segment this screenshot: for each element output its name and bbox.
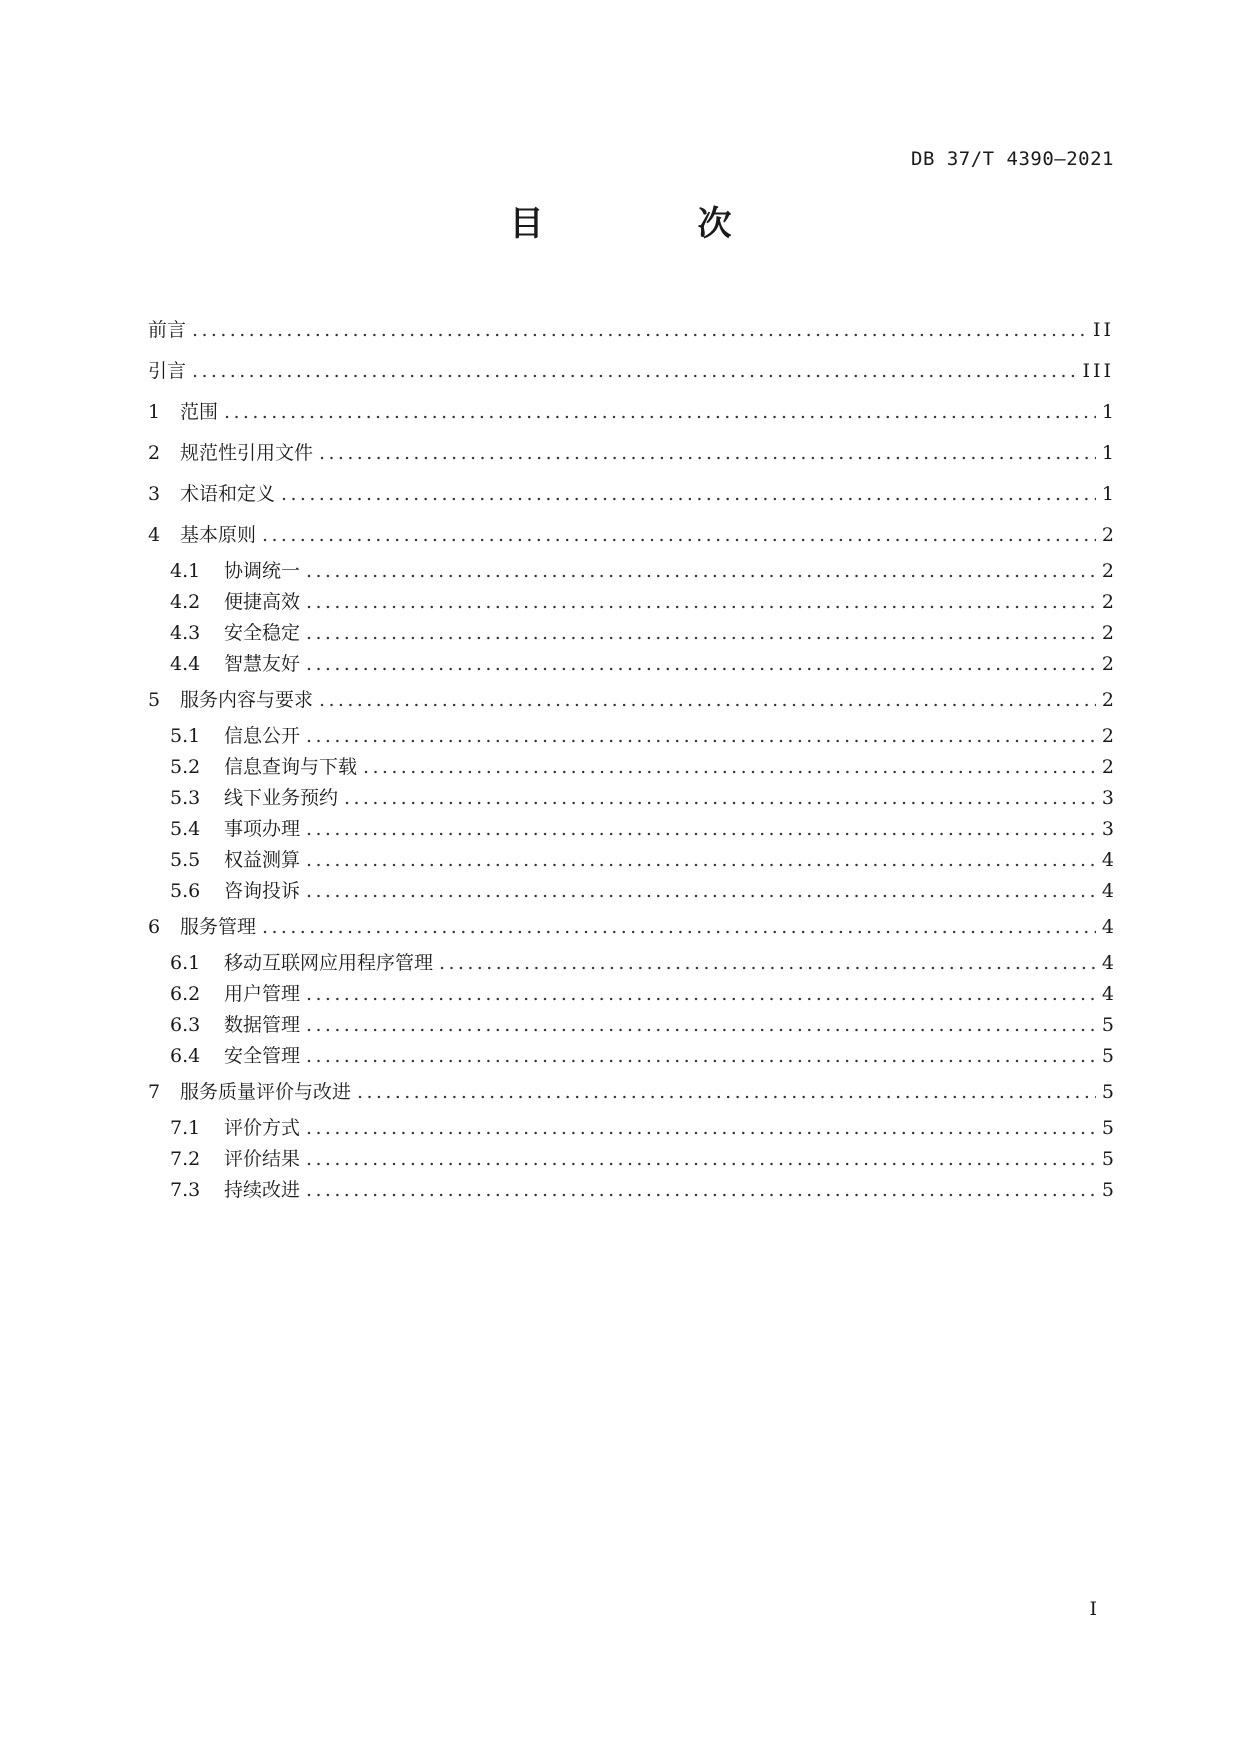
toc-dot-leader	[306, 1175, 1096, 1206]
toc-entry-number: 5.5	[170, 849, 201, 871]
toc-entry-label: 便捷高效	[224, 591, 301, 613]
toc-entry[interactable]	[148, 1144, 1114, 1175]
toc-entry-page: 4	[1101, 849, 1114, 871]
page-title: 目 次	[509, 204, 792, 244]
toc-entry[interactable]	[148, 1175, 1114, 1206]
toc-entry[interactable]	[148, 515, 1114, 556]
toc-entry[interactable]	[148, 752, 1114, 783]
toc-entry-number: 4.1	[170, 560, 201, 582]
toc-entry-number: 4.3	[170, 622, 201, 644]
toc-entry-label: 服务质量评价与改进	[180, 1081, 352, 1103]
toc-entry[interactable]	[148, 1010, 1114, 1041]
toc-entry-number: 3	[148, 483, 161, 505]
toc-entry[interactable]	[148, 680, 1114, 721]
toc-entry-number: 2	[148, 442, 161, 464]
toc-entry-page: 2	[1101, 653, 1114, 675]
toc-entry[interactable]	[148, 351, 1114, 392]
toc-entry-number: 4.2	[170, 591, 201, 613]
toc-entry-label: 服务内容与要求	[180, 689, 314, 711]
toc-entry-page: II	[1092, 319, 1114, 341]
toc-entry-page: 1	[1101, 401, 1114, 423]
toc-entry[interactable]	[148, 948, 1114, 979]
toc-entry-number: 4.4	[170, 653, 201, 675]
toc-entry-label: 线下业务预约	[224, 787, 339, 809]
toc-dot-leader	[306, 1010, 1096, 1041]
toc-entry-page: 2	[1101, 725, 1114, 747]
toc-entry-page: 4	[1101, 983, 1114, 1005]
toc-entry[interactable]	[148, 618, 1114, 649]
toc-entry[interactable]	[148, 907, 1114, 948]
toc-dot-leader	[344, 783, 1096, 814]
toc-dot-leader	[224, 392, 1096, 433]
toc-entry-page: 5	[1101, 1117, 1114, 1139]
toc-entry-page: 5	[1101, 1045, 1114, 1067]
footer-page-number: I	[1089, 1598, 1097, 1620]
toc-entry[interactable]	[148, 433, 1114, 474]
toc-entry-page: 1	[1101, 483, 1114, 505]
toc-entry-label: 引言	[148, 360, 187, 382]
toc-entry-label: 数据管理	[224, 1014, 301, 1036]
toc-entry-number: 1	[148, 401, 161, 423]
toc-entry-number: 6.2	[170, 983, 201, 1005]
toc-entry-number: 6	[148, 916, 161, 938]
toc-entry[interactable]	[148, 814, 1114, 845]
toc-entry-label: 智慧友好	[224, 653, 301, 675]
toc-dot-leader	[306, 556, 1096, 587]
toc-entry-number: 7.1	[170, 1117, 201, 1139]
toc-entry[interactable]	[148, 310, 1114, 351]
toc-dot-leader	[306, 1113, 1096, 1144]
toc-entry-number: 5.3	[170, 787, 201, 809]
toc-entry-label: 范围	[180, 401, 219, 423]
toc-entry-label: 服务管理	[180, 916, 257, 938]
toc-entry-label: 权益测算	[224, 849, 301, 871]
toc-entry[interactable]	[148, 392, 1114, 433]
toc-entry[interactable]	[148, 845, 1114, 876]
toc-entry-label: 基本原则	[180, 524, 257, 546]
toc-entry[interactable]	[148, 1041, 1114, 1072]
toc-dot-leader	[363, 752, 1096, 783]
toc-dot-leader	[306, 979, 1096, 1010]
toc-entry-label: 持续改进	[224, 1179, 301, 1201]
toc-entry[interactable]	[148, 1072, 1114, 1113]
toc-dot-leader	[306, 814, 1096, 845]
toc-dot-leader	[306, 876, 1096, 907]
toc-entry-number: 6.4	[170, 1045, 201, 1067]
toc-entry-number: 6.3	[170, 1014, 201, 1036]
toc-entry[interactable]	[148, 587, 1114, 618]
toc-entry-page: 4	[1101, 916, 1114, 938]
toc-entry[interactable]	[148, 649, 1114, 680]
toc-dot-leader	[262, 907, 1096, 948]
toc-dot-leader	[192, 351, 1076, 392]
toc-entry-page: 3	[1101, 818, 1114, 840]
toc-entry-number: 7.2	[170, 1148, 201, 1170]
toc-entry-page: 2	[1101, 524, 1114, 546]
toc-dot-leader	[262, 515, 1096, 556]
toc-dot-leader	[306, 649, 1096, 680]
toc-entry-label: 咨询投诉	[224, 880, 301, 902]
toc-dot-leader	[319, 680, 1096, 721]
toc-dot-leader	[306, 1144, 1096, 1175]
toc-entry[interactable]	[148, 1113, 1114, 1144]
toc-entry-label: 用户管理	[224, 983, 301, 1005]
toc-entry-number: 5.1	[170, 725, 201, 747]
toc-entry[interactable]	[148, 783, 1114, 814]
toc-entry-page: 5	[1101, 1081, 1114, 1103]
toc-entry-label: 评价方式	[224, 1117, 301, 1139]
toc-entry-page: 5	[1101, 1014, 1114, 1036]
toc-dot-leader	[306, 721, 1096, 752]
toc-entry-page: 2	[1101, 756, 1114, 778]
toc-entry-page: 3	[1101, 787, 1114, 809]
toc-entry-page: 2	[1101, 689, 1114, 711]
toc-entry-page: 4	[1101, 880, 1114, 902]
toc-entry-number: 4	[148, 524, 161, 546]
toc-entry-page: 5	[1101, 1179, 1114, 1201]
toc-entry-label: 事项办理	[224, 818, 301, 840]
toc-entry-number: 7.3	[170, 1179, 201, 1201]
toc-dot-leader	[319, 433, 1096, 474]
toc-entry[interactable]	[148, 979, 1114, 1010]
toc-entry[interactable]	[148, 876, 1114, 907]
toc-entry-label: 安全稳定	[224, 622, 301, 644]
toc-entry-label: 协调统一	[224, 560, 301, 582]
toc-dot-leader	[306, 587, 1096, 618]
toc-entry-number: 7	[148, 1081, 161, 1103]
toc-entry-number: 5.4	[170, 818, 201, 840]
toc-entry-number: 6.1	[170, 952, 201, 974]
toc-entry-label: 信息公开	[224, 725, 301, 747]
toc-entry-label: 信息查询与下载	[224, 756, 358, 778]
toc-entry-page: 2	[1101, 560, 1114, 582]
toc-entry-page: 1	[1101, 442, 1114, 464]
toc-entry-label: 评价结果	[224, 1148, 301, 1170]
toc-entry[interactable]	[148, 556, 1114, 587]
toc-entry-label: 前言	[148, 319, 187, 341]
toc-entry-label: 规范性引用文件	[180, 442, 314, 464]
toc-entry-page: 5	[1101, 1148, 1114, 1170]
toc-entry-label: 移动互联网应用程序管理	[224, 952, 434, 974]
toc-dot-leader	[306, 1041, 1096, 1072]
toc-entry-number: 5	[148, 689, 161, 711]
table-of-contents	[148, 310, 1114, 1206]
toc-entry-page: 2	[1101, 591, 1114, 613]
toc-entry-page: III	[1082, 360, 1114, 382]
toc-entry[interactable]	[148, 474, 1114, 515]
toc-entry-page: 4	[1101, 952, 1114, 974]
toc-dot-leader	[306, 845, 1096, 876]
toc-dot-leader	[192, 310, 1087, 351]
toc-entry-page: 2	[1101, 622, 1114, 644]
document-code: DB 37/T 4390—2021	[911, 148, 1114, 170]
toc-entry-number: 5.6	[170, 880, 201, 902]
toc-entry[interactable]	[148, 721, 1114, 752]
toc-dot-leader	[281, 474, 1096, 515]
toc-entry-label: 安全管理	[224, 1045, 301, 1067]
toc-entry-number: 5.2	[170, 756, 201, 778]
toc-dot-leader	[306, 618, 1096, 649]
toc-entry-label: 术语和定义	[180, 483, 276, 505]
toc-dot-leader	[357, 1072, 1096, 1113]
toc-dot-leader	[439, 948, 1096, 979]
